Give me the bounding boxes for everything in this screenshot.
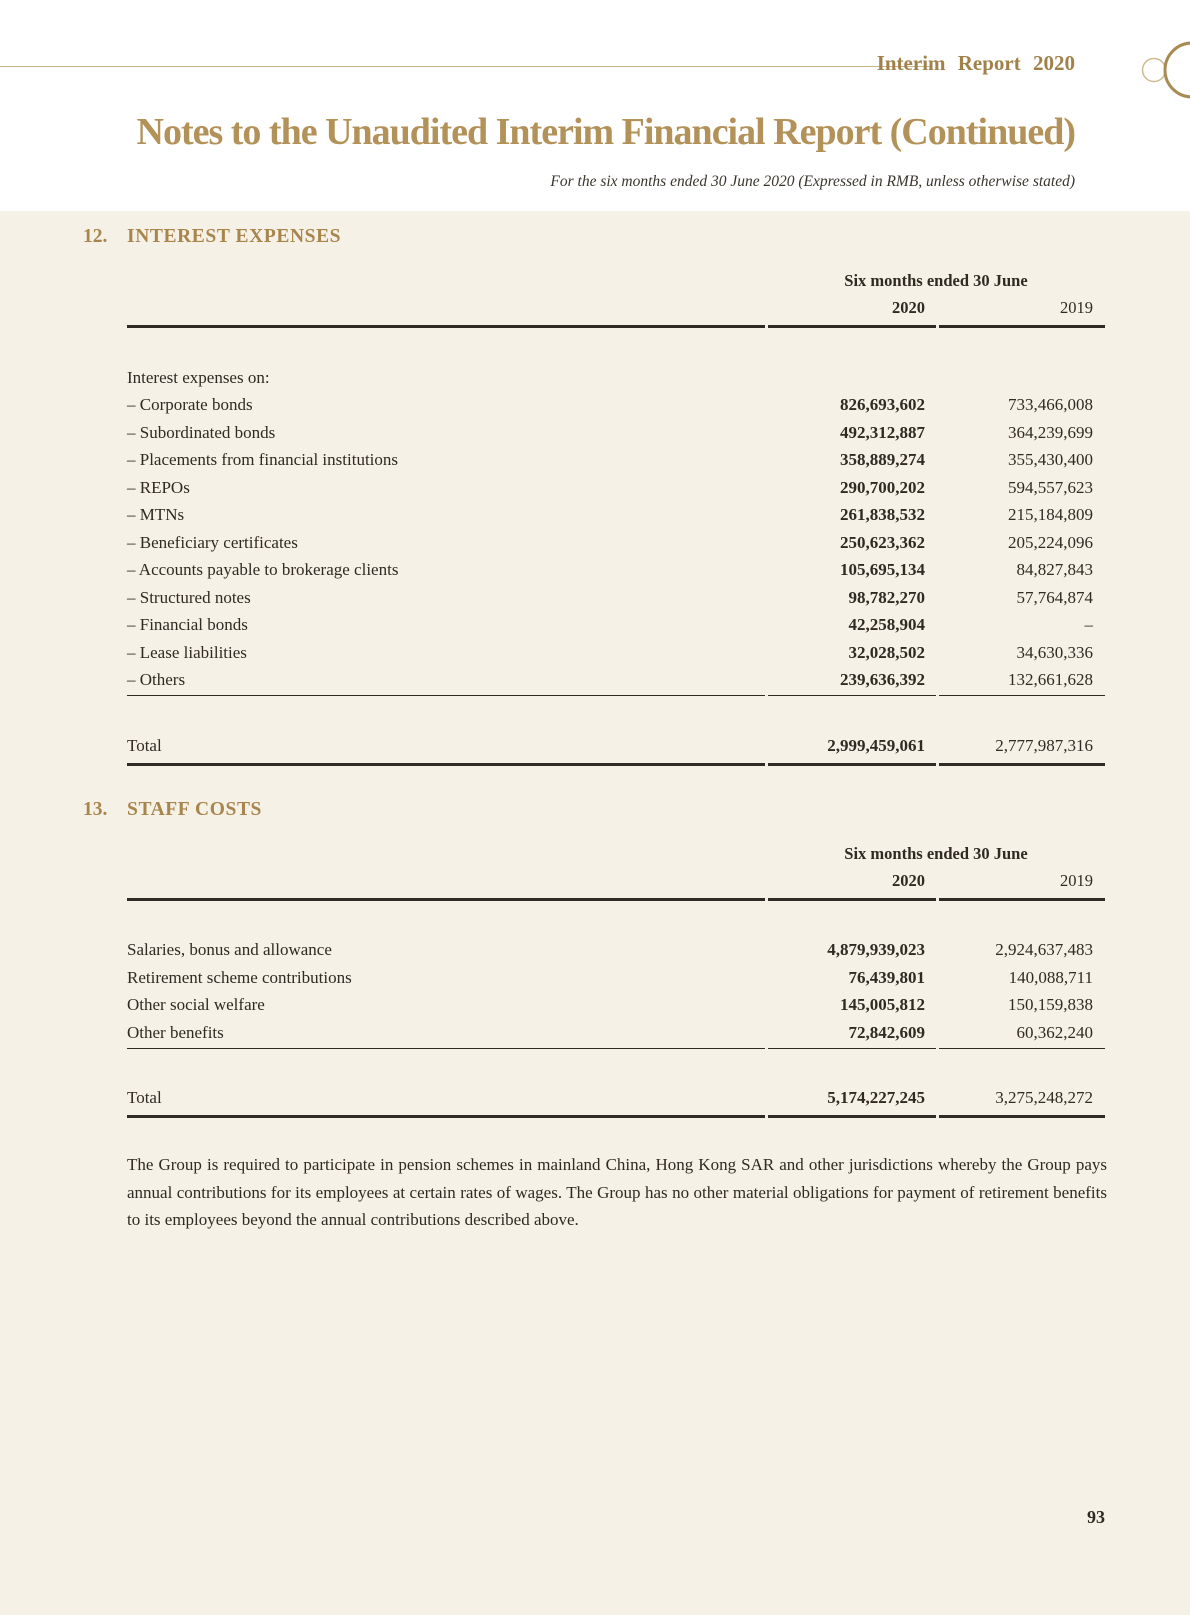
table-row [127,667,1105,695]
period-header: Six months ended 30 June [844,271,1028,290]
row-value-2020: 261,838,532 [840,505,925,525]
row-value-2019: 205,224,096 [1008,532,1093,552]
column-header-2020: 2020 [892,870,925,890]
row-value-2020: 4,879,939,023 [827,940,925,960]
section-heading-staff-costs [83,798,1190,822]
row-value-2020: 105,695,134 [840,560,925,580]
row-label: – Accounts payable to brokerage clients [127,560,399,580]
section-title: STAFF COSTS [127,798,263,820]
table-period-header-row [127,843,1105,865]
table-year-header-row [127,297,1105,319]
decorative-circles-icon [1130,40,1190,105]
table-row [127,1019,1105,1047]
table-row [127,392,1105,420]
section-number: 13. [83,798,108,820]
table-subtotal-rule [127,695,1105,696]
row-label: – Lease liabilities [127,642,247,662]
row-value-2019: 2,924,637,483 [995,940,1093,960]
page-number: 93 [1087,1507,1105,1527]
total-row [127,1085,1105,1113]
column-header-2020: 2020 [892,298,925,317]
table-body [127,937,1105,1047]
row-value-2019: 355,430,400 [1008,450,1093,470]
table-row [127,502,1105,530]
page-body [0,211,1190,1615]
row-value-2019: 57,764,874 [1016,587,1093,607]
row-label: – Others [127,670,186,690]
row-value-2019: 34,630,336 [1016,642,1093,662]
row-value-2019: 364,239,699 [1008,422,1093,442]
table-header-rule [127,325,1105,328]
row-label: Other benefits [127,1022,224,1042]
period-header: Six months ended 30 June [844,843,1028,863]
row-label: – MTNs [127,505,185,525]
table-row [127,529,1105,557]
table-row [127,639,1105,667]
report-name-label: Interim Report 2020 [876,51,1075,75]
total-value-2019: 2,777,987,316 [995,735,1093,755]
table-total-block [127,1085,1105,1113]
section-title: INTEREST EXPENSES [127,226,342,247]
row-value-2020: 98,782,270 [848,587,925,607]
section-heading-interest-expenses [83,225,1190,249]
row-value-2019: 594,557,623 [1008,477,1093,497]
row-label: – Beneficiary certificates [127,532,298,552]
table-row [127,419,1105,447]
row-value-2019: 140,088,711 [1008,967,1093,987]
row-label: – Financial bonds [127,615,248,635]
row-value-2019: 132,661,628 [1008,670,1093,690]
table-closing-rule [127,1115,1105,1118]
row-label: – Corporate bonds [127,395,253,415]
total-value-2019: 3,275,248,272 [995,1088,1093,1108]
row-value-2020: 76,439,801 [848,967,925,987]
row-value-2020: 492,312,887 [840,422,925,442]
row-value-2020: 145,005,812 [840,995,925,1015]
table-body [127,364,1105,694]
page-subtitle: For the six months ended 30 June 2020 (Expressed in RMB, unless otherwise stated) [550,173,1075,190]
row-value-2020: 32,028,502 [848,642,925,662]
row-value-2020: 42,258,904 [848,615,925,635]
table-row [127,937,1105,965]
column-header-2019: 2019 [1060,870,1093,890]
row-label: – Structured notes [127,587,251,607]
group-label: Interest expenses on: [127,367,270,387]
table-row [127,474,1105,502]
row-value-2019: 150,159,838 [1008,995,1093,1015]
row-value-2020: 290,700,202 [840,477,925,497]
row-label: – REPOs [127,477,190,497]
row-label: Other social welfare [127,995,265,1015]
table-closing-rule [127,763,1105,766]
table-group-label-row [127,364,1105,392]
row-label: – Subordinated bonds [127,422,276,442]
year-header-spacer [127,297,767,319]
row-value-2019: – [1084,615,1093,635]
page-header [0,0,1190,211]
header-divider-line [0,66,930,67]
column-header-2019: 2019 [1060,298,1093,317]
table-total-block [127,732,1105,760]
total-value-2020: 5,174,227,245 [827,1088,925,1108]
table-row [127,557,1105,585]
row-value-2019: 60,362,240 [1016,1022,1093,1042]
interest-expenses-table [127,270,1105,766]
table-subtotal-rule [127,1048,1105,1049]
row-value-2019: 733,466,008 [1008,395,1093,415]
row-value-2020: 826,693,602 [840,395,925,415]
row-value-2020: 72,842,609 [848,1022,925,1042]
total-value-2020: 2,999,459,061 [827,735,925,755]
row-value-2020: 239,636,392 [840,670,925,690]
section-number: 12. [83,226,108,247]
pension-note-paragraph: The Group is required to participate in pension schemes in mainland China, Hong Kong SAR and other jurisdictions whereby the Group pays annual contributions for its employees at certain rates of wages. The Group has no other material obligations for payment of retirement benefits to its employees beyond the annual contributions described above. [127,1155,1107,1229]
table-row [127,992,1105,1020]
row-label: Retirement scheme contributions [127,967,352,987]
total-row [127,732,1105,760]
staff-costs-table [127,843,1105,1119]
table-year-header-row [127,870,1105,892]
row-value-2019: 215,184,809 [1008,505,1093,525]
table-row [127,584,1105,612]
row-value-2020: 250,623,362 [840,532,925,552]
page-title: Notes to the Unaudited Interim Financial Report (Continued) [136,111,1075,153]
year-header-spacer [127,870,767,892]
table-period-header-row [127,270,1105,292]
total-label: Total [127,1088,162,1108]
table-row [127,612,1105,640]
table-row [127,447,1105,475]
row-label: Salaries, bonus and allowance [127,940,332,960]
table-header-rule [127,898,1105,901]
table-row [127,964,1105,992]
row-value-2020: 358,889,274 [840,450,925,470]
total-label: Total [127,735,162,755]
row-value-2019: 84,827,843 [1016,560,1093,580]
row-label: – Placements from financial institutions [127,450,399,470]
